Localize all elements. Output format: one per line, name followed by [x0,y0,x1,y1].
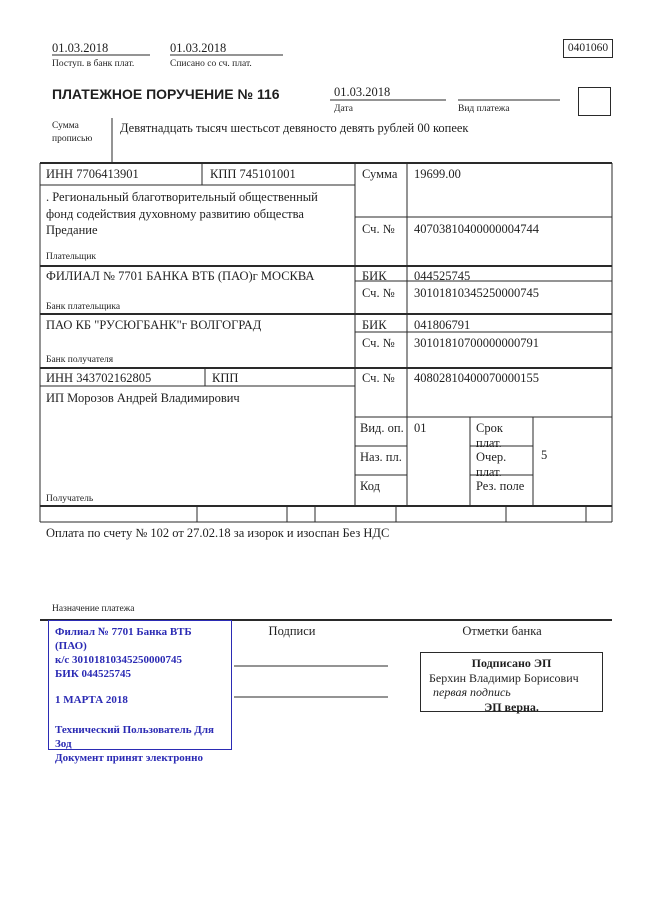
payer-bank-name: ФИЛИАЛ № 7701 БАНКА ВТБ (ПАО)г МОСКВА [46,269,315,283]
stamp-verified: ЭП верна. [484,699,539,714]
term-label: Срок плат. [476,421,503,450]
op-type-label: Вид. оп. [360,421,404,435]
stamp-signature-type: первая подпись [433,685,511,699]
payee-bank-name: ПАО КБ "РУСЮГБАНК"г ВОЛГОГРАД [46,318,262,332]
op-type-value: 01 [414,421,427,435]
blue-stamp-line: Зод [55,738,72,750]
payee-bank-account-value: 30101810700000000791 [414,336,539,350]
date-debited-value: 01.03.2018 [170,41,227,55]
signatures-label: Подписи [268,624,316,638]
payment-type-box [578,87,611,116]
blue-stamp-line: Документ принят электронно [55,752,203,764]
order-label: Очер. плат. [476,450,507,479]
bank-marks-label: Отметки банка [462,624,542,638]
payee-bank-bik-label: БИК [362,318,387,332]
document-date-label: Дата [334,104,353,114]
blue-stamp-line: Филиал № 7701 Банка ВТБ (ПАО) [55,626,192,652]
payment-purpose-text: Оплата по счету № 102 от 27.02.18 за изорок и изоспан Без НДС [46,526,390,540]
payee-kpp: КПП [212,371,239,385]
payment-type-label: Вид платежа [458,104,510,114]
stamp-signer-name: Берхин Владимир Борисович [429,670,579,685]
signature-stamp [420,652,603,712]
payer-bank-account-value: 30101810345250000745 [414,286,539,300]
blue-stamp-date: 1 МАРТА 2018 [55,694,128,706]
document-date-value: 01.03.2018 [334,85,391,99]
payer-bank-section-label: Банк плательщика [46,302,121,312]
payer-kpp: КПП 745101001 [210,167,296,181]
blue-stamp-line: Технический Пользователь Для [55,724,214,736]
payer-bank-bik-label: БИК [362,269,387,283]
document-title: ПЛАТЕЖНОЕ ПОРУЧЕНИЕ № 116 [52,86,280,102]
payer-name-line: . Региональный благотворительный общественный [46,190,318,204]
payee-bank-account-label: Сч. № [362,336,395,350]
amount-words-label-2: прописью [52,134,93,144]
payer-inn: ИНН 7706413901 [46,167,139,181]
date-received-value: 01.03.2018 [52,41,109,55]
payee-bank-bik-value: 041806791 [414,318,471,332]
date-received-label: Поступ. в банк плат. [52,59,135,69]
payee-bank-section-label: Банк получателя [46,355,114,365]
code-label: Код [360,479,380,493]
bank-electronic-stamp [48,620,232,764]
payee-name: ИП Морозов Андрей Владимирович [46,391,240,405]
payer-name-line: фонд содействия духовному развитию общества [46,206,304,221]
payer-bank-bik-value: 044525745 [414,269,471,283]
payee-inn: ИНН 343702162805 [46,371,152,385]
amount-in-words: Девятнадцать тысяч шестьсот девяносто девять рублей 00 копеек [120,121,469,135]
form-code-box: 0401060 [563,39,613,58]
blue-stamp-line: БИК 044525745 [55,668,132,680]
order-value: 5 [541,448,548,462]
amount-value: 19699.00 [414,167,461,181]
purpose-code-label: Наз. пл. [360,450,402,464]
reserve-label: Рез. поле [476,479,525,493]
stamp-title: Подписано ЭП [471,656,552,670]
payer-account-value: 40703810400000004744 [414,222,539,236]
payer-bank-account-label: Сч. № [362,286,395,300]
amount-label: Сумма [362,167,398,181]
payer-section-label: Плательщик [46,252,97,262]
blue-stamp-line: к/с 30101810345250000745 [55,654,183,666]
payee-account-label: Сч. № [362,371,395,385]
amount-words-label-1: Сумма [52,121,79,131]
payer-account-label: Сч. № [362,222,395,236]
payer-name-line: Предание [46,223,98,237]
payment-purpose-label: Назначение платежа [52,604,135,614]
payee-account-value: 40802810400070000155 [414,371,539,385]
payee-section-label: Получатель [46,494,94,504]
date-debited-label: Списано со сч. плат. [170,59,252,69]
